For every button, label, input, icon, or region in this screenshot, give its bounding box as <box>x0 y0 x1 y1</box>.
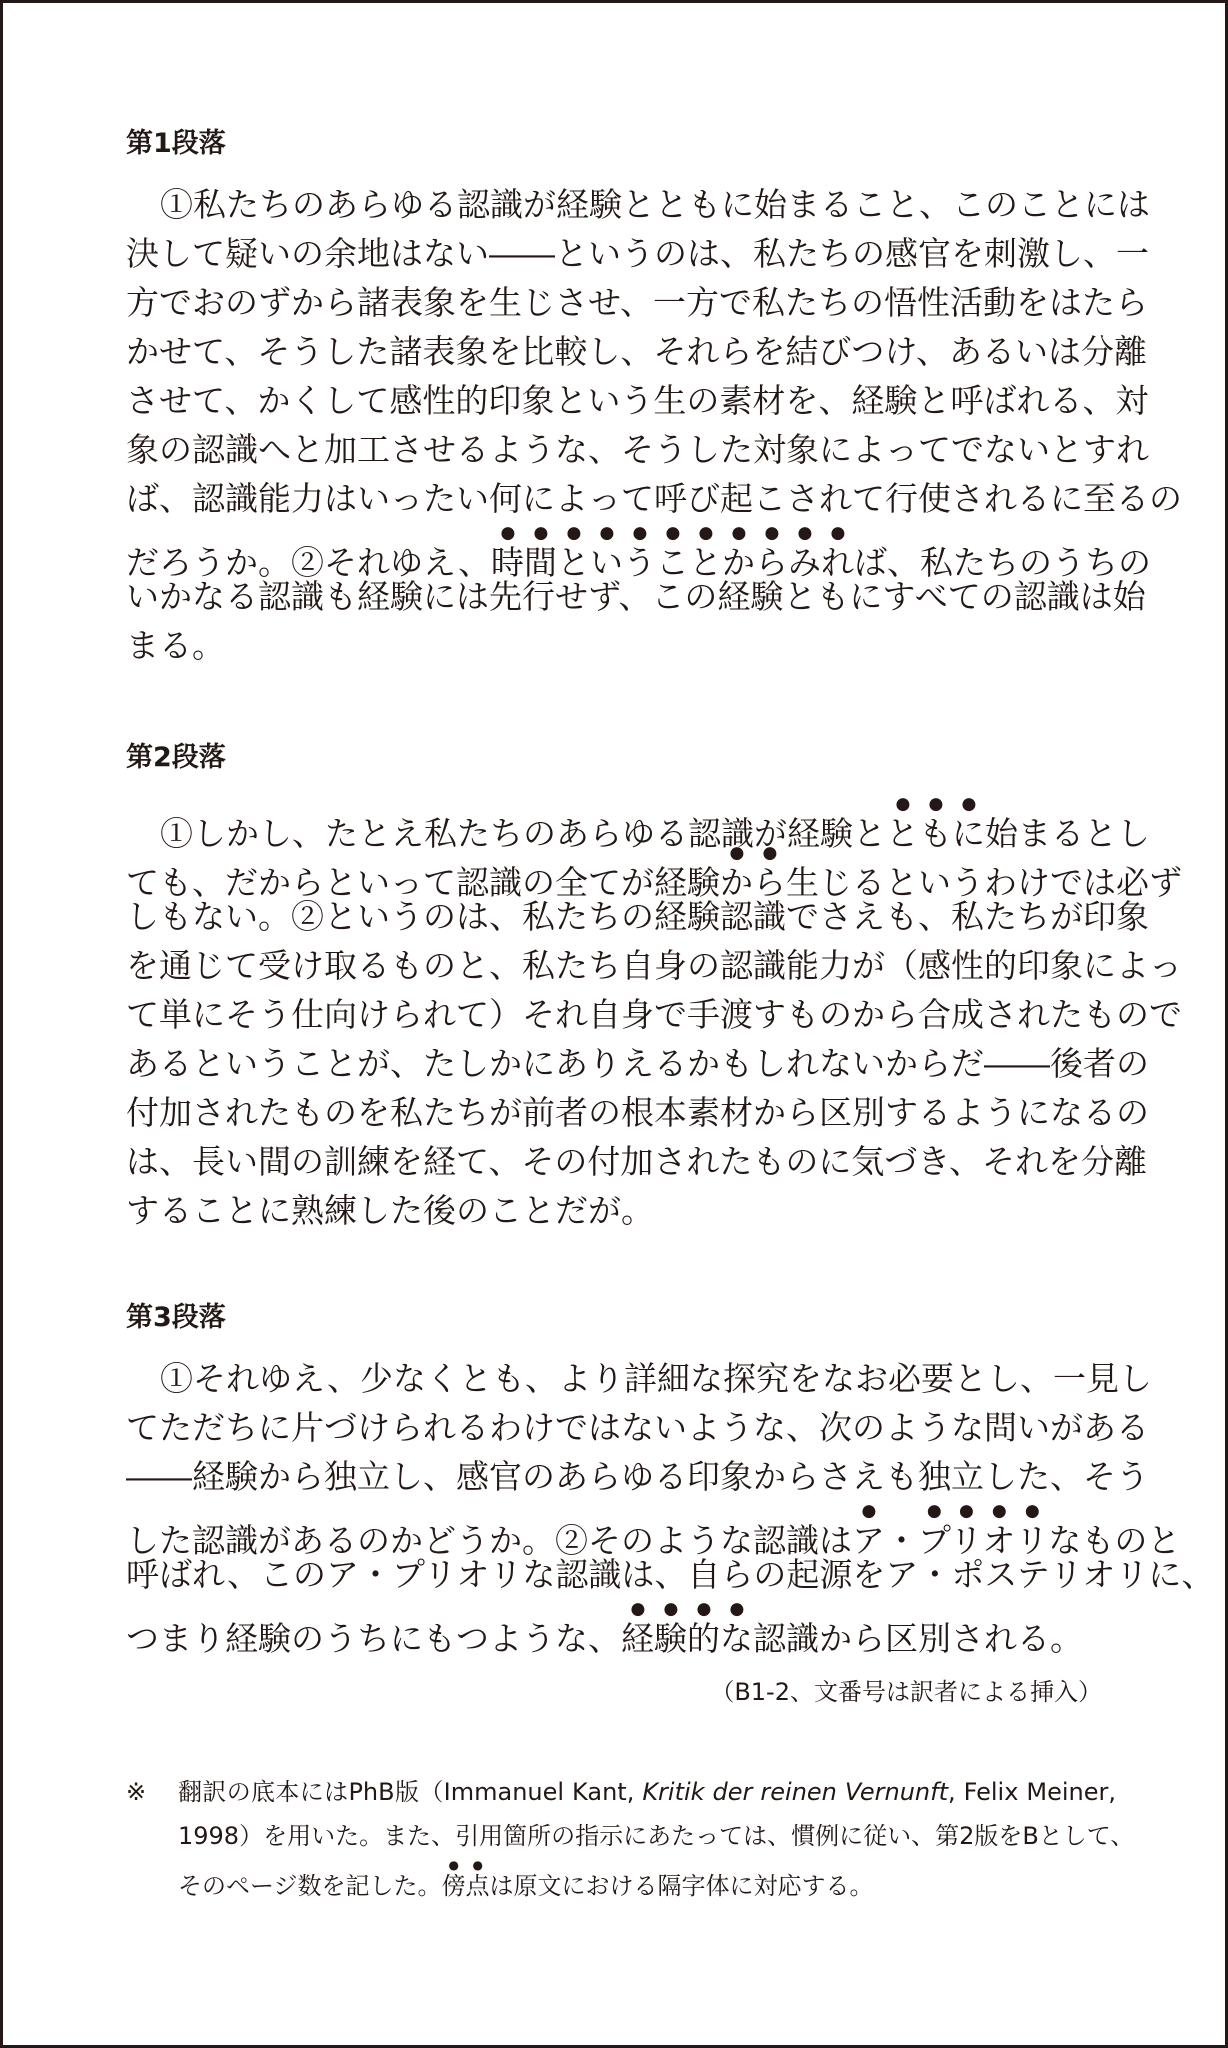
text-segment: まる。 <box>126 626 225 665</box>
text-line <box>126 990 1182 1039</box>
text-segment: だろうか。②それゆえ、 <box>126 543 491 582</box>
text-segment: ても、だからといって認識の全てが経験 <box>126 863 720 902</box>
text-line <box>126 229 1149 278</box>
paragraph-section <box>126 1298 1215 1658</box>
text-segment: てただちに片づけられるわけではないような、次のような問いがある <box>126 1408 1149 1447</box>
text-segment: ・ <box>885 1521 918 1560</box>
paragraph-section <box>126 124 1182 670</box>
text-line <box>126 327 1148 376</box>
text-line <box>126 1403 1149 1452</box>
text-segment: なものと <box>1048 1521 1181 1560</box>
text-segment: て単にそう仕向けられて）それ自身で手渡すものから合成されたもので <box>126 995 1182 1034</box>
text-segment: 決して疑いの余地はない――というのは、私たちの感官を刺激し、一 <box>126 234 1149 273</box>
emphasized-text: 傍点 <box>441 1872 490 1900</box>
citation: （B1-2、文番号は訳者による挿入） <box>710 1678 1102 1706</box>
text-line <box>126 523 1151 582</box>
text-segment: しもない。②というのは、私たちの経験認識でさえも、私たちが印象 <box>126 897 1149 936</box>
note-text: 翻訳の底本にはPhB版（Immanuel Kant, <box>178 1778 643 1806</box>
text-segment: は、長い間の訓練を経て、その付加されたものに気づき、それを分離 <box>126 1142 1148 1181</box>
emphasized-text: 時間ということからみれ <box>490 543 854 582</box>
text-line <box>126 1039 1149 1088</box>
text-segment: いかなる認識も経験には先行せず、この経験ともにすべての認識は始 <box>126 577 1146 616</box>
text-segment: 方でおのずから諸表象を生じさせ、一方で私たちの悟性活動をはたら <box>126 283 1149 322</box>
text-segment: つまり経験のうちにもつような、 <box>126 1619 621 1658</box>
text-segment: させて、かくして感性的印象という生の素材を、経験と呼ばれる、対 <box>126 381 1149 420</box>
text-line <box>126 1137 1148 1186</box>
text-segment: 生じるというわけでは必ず <box>786 863 1182 902</box>
text-segment: ――経験から独立し、感官のあらゆる印象からさえも独立した、そう <box>126 1457 1149 1496</box>
paragraph-section <box>126 738 1182 1235</box>
text-segment: することに熟練した後のことだが。 <box>126 1191 654 1230</box>
text-line <box>126 180 1150 229</box>
text-line <box>126 941 1182 990</box>
note-text: , Felix Meiner, <box>948 1778 1117 1806</box>
note-line <box>178 1814 1135 1858</box>
text-segment: あるということが、たしかにありえるかもしれないからだ――後者の <box>126 1044 1149 1083</box>
text-segment: 象の認識へと加工させるような、そうした対象によってでないとすれ <box>126 430 1149 469</box>
note-line <box>178 1770 1116 1814</box>
note-line <box>178 1858 1116 1902</box>
text-segment: ①それゆえ、少なくとも、より詳細な探究をなお必要とし、一見し <box>160 1359 1152 1398</box>
text-line <box>126 474 1182 523</box>
emphasized-text: プリオリ <box>918 1521 1049 1560</box>
emphasized-text: から <box>720 863 786 902</box>
text-line <box>126 1354 1152 1403</box>
book-title: Kritik der reinen Vernunft <box>642 1778 948 1806</box>
text-line <box>126 376 1149 425</box>
text-line <box>126 794 1150 853</box>
text-segment: ①しかし、たとえ私たちのあらゆる認識が経験と <box>160 814 886 853</box>
text-line <box>126 1599 1102 1658</box>
paragraph-heading: 第1段落 <box>126 128 226 159</box>
text-segment: 呼ばれ、このア・プリオリな認識は、自らの起源をア・ポステリオリに、 <box>126 1555 1215 1594</box>
text-line <box>126 843 1182 902</box>
text-line <box>126 621 1102 670</box>
text-segment: ば、認識能力はいったい何によって呼び起こされて行使されるに至るの <box>126 479 1182 518</box>
emphasized-text: ア <box>852 1521 885 1560</box>
text-segment: 始まるとし <box>985 814 1150 853</box>
text-line <box>126 1452 1149 1501</box>
text-segment: した認識があるのかどうか。②そのような認識は <box>126 1521 852 1560</box>
text-line <box>126 1550 1215 1599</box>
note-text: は原文における隔字体に対応する。 <box>489 1872 874 1900</box>
text-segment: 付加されたものを私たちが前者の根本素材から区別するようになるの <box>126 1093 1149 1132</box>
emphasized-text: 経験的な <box>621 1619 753 1658</box>
paragraph-heading: 第3段落 <box>126 1302 226 1333</box>
text-line <box>126 278 1149 327</box>
text-line <box>126 892 1149 941</box>
note-text: 1998）を用いた。また、引用箇所の指示にあたっては、慣例に従い、第2版をBとして、 <box>178 1822 1135 1850</box>
text-line <box>126 425 1149 474</box>
text-line <box>126 1088 1149 1137</box>
text-segment: 認識から区別される。 <box>753 1619 1083 1658</box>
text-line <box>126 572 1146 621</box>
text-line <box>126 1186 1102 1235</box>
text-segment: ①私たちのあらゆる認識が経験とともに始まること、このことには <box>160 185 1150 224</box>
paragraph-heading: 第2段落 <box>126 742 226 773</box>
translator-note <box>126 1770 1135 1902</box>
text-segment: かせて、そうした諸表象を比較し、それらを結びつけ、あるいは分離 <box>126 332 1148 371</box>
reference-mark: ※ <box>126 1778 147 1806</box>
note-text: そのページ数を記した。 <box>178 1872 442 1900</box>
emphasized-text: ともに <box>886 814 985 853</box>
text-segment: ば、私たちのうちの <box>853 543 1151 582</box>
text-segment: を通じて受け取るものと、私たち自身の認識能力が（感性的印象によっ <box>126 946 1182 985</box>
text-line <box>126 1501 1181 1560</box>
